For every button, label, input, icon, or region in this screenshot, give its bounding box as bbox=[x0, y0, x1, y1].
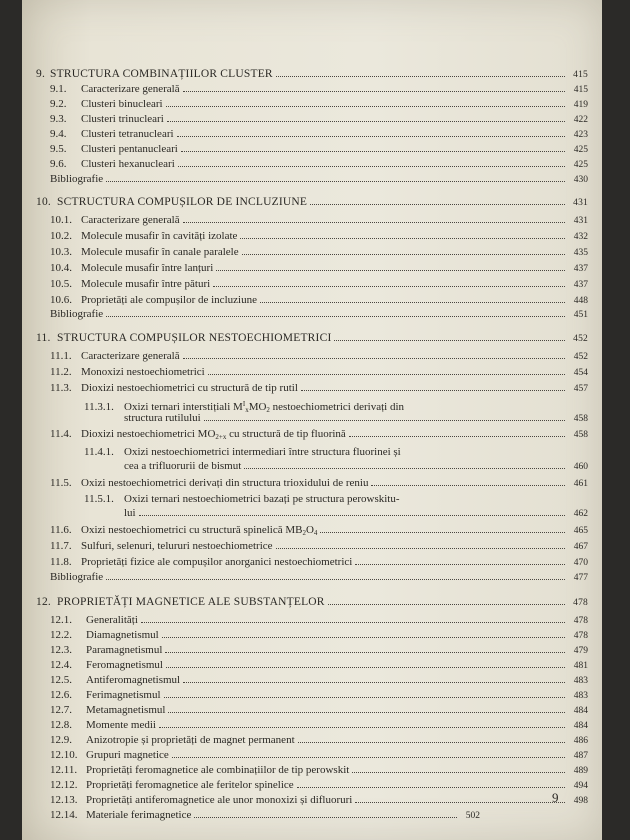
dot-leader bbox=[371, 477, 565, 486]
dot-leader bbox=[166, 659, 565, 668]
entry-number: 12. bbox=[36, 596, 51, 608]
toc-entry-9-3 bbox=[50, 113, 588, 127]
entry-page: 415 bbox=[573, 85, 588, 95]
dot-leader bbox=[213, 278, 565, 287]
entry-title: Proprietăți fizice ale compușilor anorganici nestoechiometrici bbox=[81, 556, 353, 568]
entry-number: 12.11. bbox=[50, 764, 78, 776]
entry-page: 435 bbox=[573, 248, 588, 258]
entry-page: 437 bbox=[573, 264, 588, 274]
entry-page: 458 bbox=[573, 430, 588, 440]
entry-page: 465 bbox=[573, 526, 588, 536]
entry-number: 11.8. bbox=[50, 556, 72, 568]
dot-leader bbox=[106, 308, 565, 317]
dot-leader bbox=[244, 460, 565, 469]
toc-entry-12-14 bbox=[50, 809, 480, 823]
entry-title: Clusteri tetranucleari bbox=[81, 128, 174, 140]
toc-chapter-10 bbox=[36, 196, 588, 210]
page-number: 9 bbox=[552, 790, 559, 805]
entry-page: 478 bbox=[573, 598, 588, 608]
entry-number: 9.5. bbox=[50, 143, 67, 155]
entry-title: Dioxizi nestoechiometrici $MO_{2+x}$ cu structură de tip fluorină bbox=[81, 428, 346, 441]
entry-number: 10.4. bbox=[50, 262, 72, 274]
entry-title: SCTRUCTURA COMPUȘILOR DE INCLUZIUNE bbox=[57, 196, 308, 208]
toc-entry-12-13 bbox=[50, 794, 588, 808]
dot-leader bbox=[168, 704, 565, 713]
dot-leader bbox=[242, 246, 565, 255]
entry-number: 11.5. bbox=[50, 477, 72, 489]
dot-leader bbox=[172, 749, 565, 758]
dot-leader bbox=[328, 596, 565, 605]
toc-entry-9-5 bbox=[50, 143, 588, 157]
entry-title: Ferimagnetismul bbox=[86, 689, 161, 701]
entry-page: 451 bbox=[573, 310, 588, 320]
entry-number: 12.1. bbox=[50, 614, 72, 626]
toc-entry-11-3 bbox=[50, 382, 588, 396]
entry-page: 462 bbox=[573, 509, 588, 519]
entry-title: Metamagnetismul bbox=[86, 704, 166, 716]
entry-page: 457 bbox=[573, 384, 588, 394]
entry-number: 12.12. bbox=[50, 779, 78, 791]
entry-number: 12.9. bbox=[50, 734, 72, 746]
toc-entry-12-3 bbox=[50, 644, 588, 658]
entry-number: 11.2. bbox=[50, 366, 72, 378]
dot-leader bbox=[216, 262, 565, 271]
entry-title: Molecule musafir în canale paralele bbox=[81, 246, 239, 258]
dot-leader bbox=[167, 113, 565, 122]
dot-leader bbox=[260, 294, 565, 303]
entry-title: Molecule musafir între pături bbox=[81, 278, 211, 290]
dot-leader bbox=[204, 412, 565, 421]
dot-leader bbox=[183, 350, 565, 359]
toc-entry-10-6 bbox=[50, 294, 588, 308]
entry-title: STRUCTURA COMBINAȚIILOR CLUSTER bbox=[50, 68, 273, 80]
entry-page: 423 bbox=[573, 130, 588, 140]
entry-number: 12.14. bbox=[50, 809, 78, 821]
dot-leader bbox=[276, 68, 565, 77]
entry-page: 479 bbox=[573, 646, 588, 656]
entry-title: Monoxizi nestoechiometrici bbox=[81, 366, 205, 378]
entry-title: Paramagnetismul bbox=[86, 644, 163, 656]
entry-number: 10. bbox=[36, 196, 51, 208]
toc-entry-11-2 bbox=[50, 366, 588, 380]
entry-page: 458 bbox=[573, 414, 588, 424]
entry-title: Dioxizi nestoechiometrici cu structură de tip rutil bbox=[81, 382, 298, 394]
entry-number: 9.4. bbox=[50, 128, 67, 140]
entry-page: 460 bbox=[573, 462, 588, 472]
entry-number: 12.4. bbox=[50, 659, 72, 671]
toc-entry-10-3 bbox=[50, 246, 588, 260]
toc-entry-11-8 bbox=[50, 556, 588, 570]
toc-entry-12-10 bbox=[50, 749, 588, 763]
dot-leader bbox=[349, 428, 565, 437]
toc-entry-12-5 bbox=[50, 674, 588, 688]
entry-number: 11.4.1. bbox=[84, 446, 114, 458]
entry-page: 415 bbox=[573, 70, 588, 80]
dot-leader bbox=[320, 524, 565, 533]
toc-entry-12-8 bbox=[50, 719, 588, 733]
toc-entry-10-5 bbox=[50, 278, 588, 292]
entry-number: 11.7. bbox=[50, 540, 72, 552]
entry-number: 11.3.1. bbox=[84, 401, 114, 413]
entry-title-continued: lui bbox=[124, 507, 136, 519]
entry-number: 9. bbox=[36, 68, 46, 80]
entry-page: 454 bbox=[573, 368, 588, 378]
entry-page: 484 bbox=[573, 721, 588, 731]
entry-number: 10.1. bbox=[50, 214, 72, 226]
entry-page: 489 bbox=[573, 766, 588, 776]
entry-title: Oxizi nestoechiometrici intermediari între structura fluorinei și bbox=[124, 446, 401, 458]
entry-number: 12.13. bbox=[50, 794, 78, 806]
entry-number: 12.6. bbox=[50, 689, 72, 701]
toc-chapter-9 bbox=[36, 68, 588, 82]
entry-title-continued: structura rutilului bbox=[124, 412, 201, 424]
dot-leader bbox=[240, 230, 565, 239]
dot-leader bbox=[298, 734, 565, 743]
entry-page: 478 bbox=[573, 616, 588, 626]
entry-page: 502 bbox=[465, 811, 480, 821]
entry-title: Grupuri magnetice bbox=[86, 749, 169, 761]
toc-entry-10-2 bbox=[50, 230, 588, 244]
toc-entry-12-6 bbox=[50, 689, 588, 703]
dot-leader bbox=[208, 366, 565, 375]
entry-page: 422 bbox=[573, 115, 588, 125]
entry-page: 481 bbox=[573, 661, 588, 671]
dot-leader bbox=[352, 764, 565, 773]
dot-leader bbox=[166, 98, 565, 107]
dot-leader bbox=[183, 83, 565, 92]
toc-entry-9-2 bbox=[50, 98, 588, 112]
entry-title: Oxizi nestoechiometrici cu structură spinelică $MB_2O_4$ bbox=[81, 524, 318, 537]
entry-number: 12.10. bbox=[50, 749, 78, 761]
toc-entry-11-3-1-cont bbox=[124, 412, 588, 426]
entry-page: 478 bbox=[573, 631, 588, 641]
dot-leader bbox=[178, 158, 565, 167]
dot-leader bbox=[139, 507, 565, 516]
entry-title: Caracterizare generală bbox=[81, 214, 180, 226]
entry-page: 483 bbox=[573, 691, 588, 701]
toc-chapter-12 bbox=[36, 596, 588, 610]
dot-leader bbox=[301, 382, 565, 391]
toc-entry-12-2 bbox=[50, 629, 588, 643]
entry-number: 11.5.1. bbox=[84, 493, 114, 505]
toc-entry-11-4-1 bbox=[84, 446, 534, 459]
entry-page: 437 bbox=[573, 280, 588, 290]
entry-title: Bibliografie bbox=[50, 571, 104, 583]
entry-page: 487 bbox=[573, 751, 588, 761]
entry-title: Generalități bbox=[86, 614, 138, 626]
entry-title: Caracterizare generală bbox=[81, 350, 180, 362]
entry-page: 452 bbox=[573, 334, 588, 344]
entry-number: 10.3. bbox=[50, 246, 72, 258]
entry-number: 10.5. bbox=[50, 278, 72, 290]
toc-entry-12-1 bbox=[50, 614, 588, 628]
entry-page: 494 bbox=[573, 781, 588, 791]
toc-entry-10-1 bbox=[50, 214, 588, 228]
dot-leader bbox=[334, 332, 565, 341]
entry-number: 10.2. bbox=[50, 230, 72, 242]
entry-title: Materiale ferimagnetice bbox=[86, 809, 192, 821]
entry-title: PROPRIETĂȚI MAGNETICE ALE SUBSTANȚELOR bbox=[57, 596, 325, 608]
entry-page: 467 bbox=[573, 542, 588, 552]
dot-leader bbox=[106, 173, 565, 182]
entry-number: 11.4. bbox=[50, 428, 72, 440]
entry-title: Diamagnetismul bbox=[86, 629, 159, 641]
entry-number: 12.5. bbox=[50, 674, 72, 686]
toc-entry-9-4 bbox=[50, 128, 588, 142]
entry-title: STRUCTURA COMPUȘILOR NESTOECHIOMETRICI bbox=[57, 332, 332, 344]
entry-number: 9.6. bbox=[50, 158, 67, 170]
dot-leader bbox=[183, 214, 565, 223]
entry-number: 11.6. bbox=[50, 524, 72, 536]
entry-title: Antiferomagnetismul bbox=[86, 674, 181, 686]
entry-title-continued: cea a trifluorurii de bismut bbox=[124, 460, 242, 472]
entry-title: Proprietăți antiferomagnetice ale unor monoxizi și difluoruri bbox=[86, 794, 353, 806]
entry-number: 9.2. bbox=[50, 98, 67, 110]
toc-entry-11-7 bbox=[50, 540, 588, 554]
entry-page: 486 bbox=[573, 736, 588, 746]
dot-leader bbox=[310, 196, 565, 205]
entry-page: 498 bbox=[573, 796, 588, 806]
entry-page: 419 bbox=[573, 100, 588, 110]
dot-leader bbox=[159, 719, 565, 728]
toc-entry-11-5-1 bbox=[84, 493, 534, 506]
toc-entry-12-9 bbox=[50, 734, 588, 748]
entry-page: 452 bbox=[573, 352, 588, 362]
entry-page: 430 bbox=[573, 175, 588, 185]
toc-chapter-11 bbox=[36, 332, 588, 346]
entry-number: 12.7. bbox=[50, 704, 72, 716]
entry-page: 448 bbox=[573, 296, 588, 306]
entry-title: Molecule musafir între lanțuri bbox=[81, 262, 214, 274]
entry-number: 11. bbox=[36, 332, 51, 344]
entry-page: 425 bbox=[573, 145, 588, 155]
toc-entry-11-4 bbox=[50, 428, 588, 444]
toc-entry-12-11 bbox=[50, 764, 588, 778]
entry-title: Caracterizare generală bbox=[81, 83, 180, 95]
entry-title: Oxizi ternari nestoechiometrici bazați pe structura perowskitu- bbox=[124, 493, 400, 505]
entry-number: 11.1. bbox=[50, 350, 72, 362]
entry-title: Proprietăți feromagnetice ale combinațiilor de tip perowskit bbox=[86, 764, 350, 776]
toc-entry-9-6 bbox=[50, 158, 588, 172]
dot-leader bbox=[141, 614, 565, 623]
toc-entry-9-1 bbox=[50, 83, 588, 97]
entry-page: 483 bbox=[573, 676, 588, 686]
toc-bibliography-10 bbox=[50, 308, 588, 322]
toc-entry-10-4 bbox=[50, 262, 588, 276]
entry-title: Oxizi nestoechiometrici derivați din structura trioxidului de reniu bbox=[81, 477, 369, 489]
entry-title: Sulfuri, selenuri, telururi nestoechiometrice bbox=[81, 540, 273, 552]
entry-title: Bibliografie bbox=[50, 308, 104, 320]
entry-number: 12.2. bbox=[50, 629, 72, 641]
entry-page: 431 bbox=[573, 216, 588, 226]
toc-entry-12-4 bbox=[50, 659, 588, 673]
toc-entry-11-1 bbox=[50, 350, 588, 364]
entry-number: 12.3. bbox=[50, 644, 72, 656]
entry-number: 10.6. bbox=[50, 294, 72, 306]
dot-leader bbox=[164, 689, 565, 698]
toc-entry-12-7 bbox=[50, 704, 588, 718]
dot-leader bbox=[162, 629, 565, 638]
entry-title: Clusteri pentanucleari bbox=[81, 143, 178, 155]
entry-title: Momente medii bbox=[86, 719, 156, 731]
table-of-contents bbox=[22, 0, 602, 840]
entry-title: Clusteri hexanucleari bbox=[81, 158, 175, 170]
entry-title: Molecule musafir în cavități izolate bbox=[81, 230, 238, 242]
entry-number: 9.1. bbox=[50, 83, 67, 95]
toc-bibliography-11 bbox=[50, 571, 588, 585]
entry-title: Clusteri trinucleari bbox=[81, 113, 164, 125]
toc-entry-11-4-1-cont bbox=[124, 460, 588, 474]
entry-page: 470 bbox=[573, 558, 588, 568]
entry-title: Proprietăți feromagnetice ale feritelor spinelice bbox=[86, 779, 294, 791]
entry-title: Oxizi ternari interstițiali $M^I_xMO_2$ nestoechiometrici derivați din bbox=[124, 400, 405, 414]
entry-page: 477 bbox=[573, 573, 588, 583]
toc-entry-11-6 bbox=[50, 524, 588, 540]
entry-title: Proprietăți ale compușilor de incluziune bbox=[81, 294, 257, 306]
entry-title: Feromagnetismul bbox=[86, 659, 163, 671]
dot-leader bbox=[276, 540, 565, 549]
dot-leader bbox=[355, 556, 565, 565]
entry-page: 431 bbox=[573, 198, 588, 208]
toc-entry-11-5-1-cont bbox=[124, 507, 588, 521]
entry-page: 461 bbox=[573, 479, 588, 489]
entry-title: Clusteri binucleari bbox=[81, 98, 163, 110]
dot-leader bbox=[355, 794, 565, 803]
dot-leader bbox=[194, 809, 457, 818]
book-page bbox=[22, 0, 602, 840]
entry-number: 9.3. bbox=[50, 113, 67, 125]
dot-leader bbox=[183, 674, 565, 683]
entry-title: Bibliografie bbox=[50, 173, 104, 185]
toc-bibliography-9 bbox=[50, 173, 588, 187]
entry-number: 11.3. bbox=[50, 382, 72, 394]
toc-entry-11-5 bbox=[50, 477, 588, 491]
dot-leader bbox=[297, 779, 565, 788]
toc-entry-12-12 bbox=[50, 779, 588, 793]
entry-page: 425 bbox=[573, 160, 588, 170]
entry-page: 432 bbox=[573, 232, 588, 242]
dot-leader bbox=[106, 571, 565, 580]
entry-page: 484 bbox=[573, 706, 588, 716]
dot-leader bbox=[177, 128, 565, 137]
dot-leader bbox=[181, 143, 565, 152]
entry-title: Anizotropie și proprietăți de magnet permanent bbox=[86, 734, 295, 746]
dot-leader bbox=[165, 644, 565, 653]
entry-number: 12.8. bbox=[50, 719, 72, 731]
